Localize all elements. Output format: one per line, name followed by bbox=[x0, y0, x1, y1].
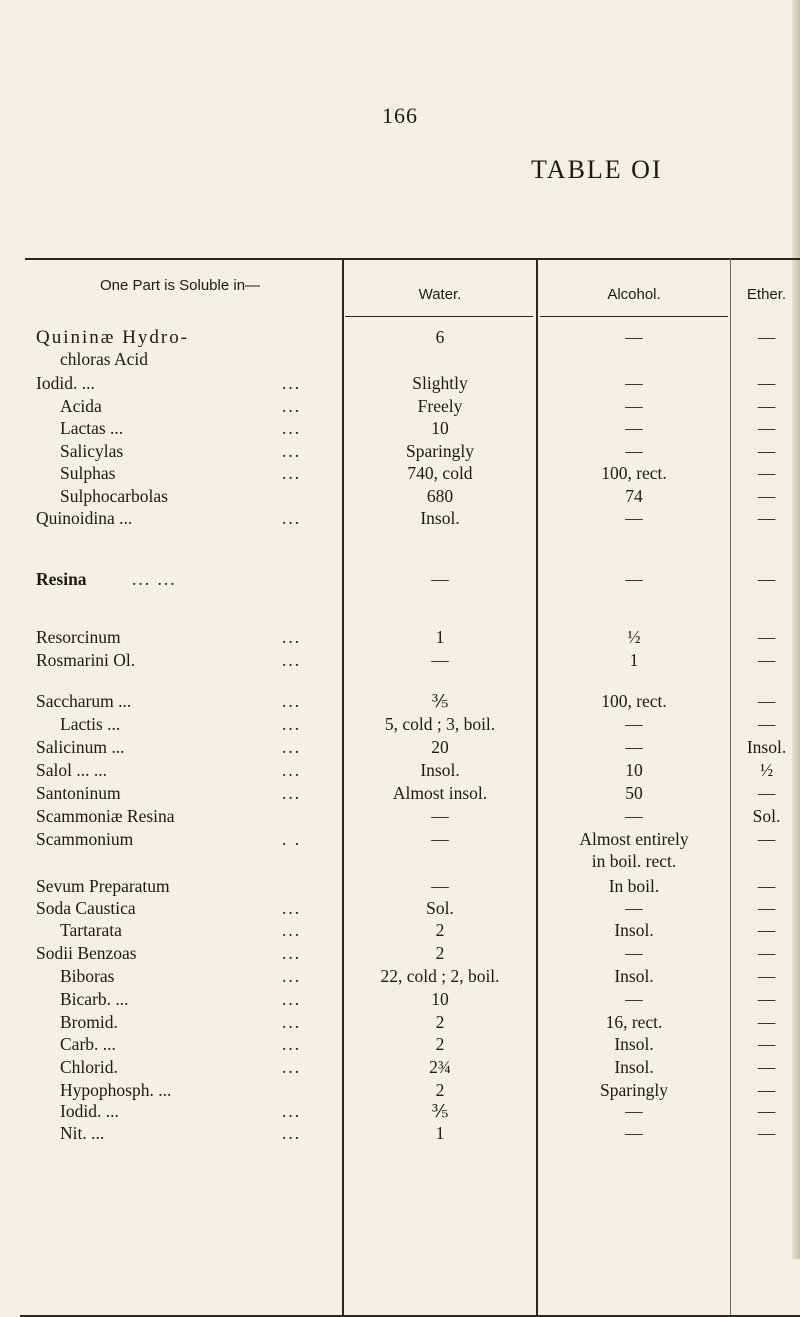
leader-dots: ... bbox=[282, 783, 302, 803]
leader-dots: ... bbox=[282, 650, 302, 670]
leader-dots: ... bbox=[282, 1123, 302, 1143]
water-value: 2 bbox=[435, 1012, 445, 1032]
ether-value: — bbox=[757, 441, 776, 461]
substance-name: Tartarata bbox=[60, 920, 122, 940]
alcohol-value: Insol. bbox=[614, 920, 654, 940]
water-value: — bbox=[431, 829, 449, 849]
leader-dots: ... bbox=[282, 627, 302, 647]
ether-value: — bbox=[757, 373, 776, 393]
ether-value: — bbox=[757, 1034, 776, 1054]
leader-dots: ... bbox=[282, 714, 302, 734]
ether-value: — bbox=[757, 508, 776, 528]
leader-dots: ... bbox=[282, 920, 302, 940]
alcohol-value: — bbox=[625, 714, 643, 734]
leader-dots: ... bbox=[282, 418, 302, 438]
alcohol-value: Almost entirely bbox=[579, 829, 689, 849]
alcohol-value: — bbox=[625, 737, 643, 757]
substance-name: Carb. ... bbox=[60, 1034, 116, 1054]
substance-name: Quinoidina ... bbox=[36, 508, 133, 528]
table-row bbox=[0, 851, 800, 877]
substance-name: Iodid. ... bbox=[36, 373, 95, 393]
header-underline-water bbox=[345, 316, 533, 317]
ether-value: — bbox=[757, 691, 776, 711]
substance-name: Bicarb. ... bbox=[60, 989, 129, 1009]
water-value: 2 bbox=[435, 1034, 445, 1054]
ether-value: — bbox=[757, 714, 776, 734]
table-title: TABLE OI bbox=[531, 155, 663, 184]
leader-dots: ... bbox=[282, 691, 302, 711]
substance-name: Soda Caustica bbox=[36, 898, 136, 918]
ether-value: — bbox=[757, 1101, 776, 1121]
leader-dots: ... ... bbox=[132, 569, 177, 589]
alcohol-value: Insol. bbox=[614, 1057, 654, 1077]
substance-name: Sulphocarbolas bbox=[60, 486, 168, 506]
ether-value: — bbox=[757, 1080, 776, 1100]
substance-name: Biboras bbox=[60, 966, 115, 986]
ether-value: — bbox=[757, 1012, 776, 1032]
water-value: Insol. bbox=[420, 760, 460, 780]
table-row bbox=[0, 569, 800, 595]
table-row bbox=[0, 349, 800, 375]
leader-dots: ... bbox=[282, 737, 302, 757]
leader-dots: ... bbox=[282, 396, 302, 416]
water-value: Sparingly bbox=[405, 441, 475, 461]
ether-value: — bbox=[757, 569, 776, 589]
leader-dots: ... bbox=[282, 943, 302, 963]
leader-dots: ... bbox=[282, 441, 302, 461]
alcohol-value: — bbox=[625, 1101, 643, 1121]
ether-value: — bbox=[757, 396, 776, 416]
substance-name: Sevum Preparatum bbox=[36, 876, 170, 896]
ether-value: — bbox=[757, 966, 776, 986]
substance-name: Bromid. bbox=[60, 1012, 118, 1032]
alcohol-value: 50 bbox=[625, 783, 643, 803]
leader-dots: ... bbox=[282, 966, 302, 986]
substance-name: Sodii Benzoas bbox=[36, 943, 137, 963]
substance-name: Resorcinum bbox=[36, 627, 121, 647]
substance-name: Acida bbox=[60, 396, 102, 416]
water-value: ⅗ bbox=[431, 1101, 449, 1121]
substance-name: Salicinum ... bbox=[36, 737, 125, 757]
water-value: — bbox=[431, 650, 449, 670]
alcohol-value: Insol. bbox=[614, 1034, 654, 1054]
alcohol-value: ½ bbox=[627, 627, 641, 647]
water-value: 10 bbox=[431, 989, 449, 1009]
water-value: Freely bbox=[417, 396, 463, 416]
leader-dots: ... bbox=[282, 508, 302, 528]
water-value: 10 bbox=[431, 418, 449, 438]
alcohol-value: 100, rect. bbox=[601, 463, 667, 483]
header-underline-alcohol bbox=[540, 316, 728, 317]
alcohol-value: — bbox=[625, 943, 643, 963]
ether-value: — bbox=[757, 1123, 776, 1143]
water-value: — bbox=[431, 806, 449, 826]
water-value: 22, cold ; 2, boil. bbox=[380, 966, 500, 986]
ether-value: — bbox=[757, 943, 776, 963]
water-value: 2¾ bbox=[429, 1057, 451, 1077]
substance-name: chloras Acid bbox=[60, 349, 148, 369]
substance-name: Quininæ Hydro- bbox=[36, 327, 190, 348]
leader-dots: ... bbox=[282, 1101, 302, 1121]
leader-dots: ... bbox=[282, 373, 302, 393]
header-alcohol: Alcohol. bbox=[607, 286, 661, 303]
ether-value: — bbox=[757, 418, 776, 438]
ether-value: — bbox=[757, 486, 776, 506]
substance-name: Iodid. ... bbox=[60, 1101, 119, 1121]
leader-dots: . . bbox=[282, 829, 302, 849]
alcohol-value: 1 bbox=[629, 650, 639, 670]
water-value: ⅗ bbox=[431, 691, 449, 711]
alcohol-value: — bbox=[625, 418, 643, 438]
ether-value: — bbox=[757, 1057, 776, 1077]
alcohol-value: — bbox=[625, 441, 643, 461]
header-ether: Ether. bbox=[746, 286, 787, 303]
water-value: 2 bbox=[435, 920, 445, 940]
water-value: 1 bbox=[435, 627, 445, 647]
water-value: 740, cold bbox=[407, 463, 473, 483]
table-row bbox=[0, 508, 800, 534]
alcohol-value: Sparingly bbox=[599, 1080, 669, 1100]
water-value: — bbox=[431, 569, 449, 589]
alcohol-value: — bbox=[625, 508, 643, 528]
substance-name: Salicylas bbox=[60, 441, 124, 461]
alcohol-value: in boil. rect. bbox=[591, 851, 677, 871]
water-value: 2 bbox=[435, 943, 445, 963]
table-row bbox=[0, 1123, 800, 1149]
ether-value: — bbox=[757, 627, 776, 647]
substance-name: Scammoniæ Resina bbox=[36, 806, 175, 826]
alcohol-value: — bbox=[625, 898, 643, 918]
substance-name: Lactis ... bbox=[60, 714, 121, 734]
substance-name: Lactas ... bbox=[60, 418, 124, 438]
water-value: Insol. bbox=[420, 508, 460, 528]
water-value: Almost insol. bbox=[392, 783, 488, 803]
water-value: 2 bbox=[435, 1080, 445, 1100]
table-bottom-rule bbox=[20, 1315, 800, 1317]
substance-name: Chlorid. bbox=[60, 1057, 118, 1077]
page-number: 166 bbox=[382, 103, 418, 128]
ether-value: — bbox=[757, 829, 776, 849]
alcohol-value: 74 bbox=[625, 486, 643, 506]
leader-dots: ... bbox=[282, 1057, 302, 1077]
ether-value: — bbox=[757, 920, 776, 940]
substance-name: Resina bbox=[36, 569, 87, 589]
ether-value: — bbox=[757, 898, 776, 918]
ether-value: — bbox=[757, 463, 776, 483]
table-top-rule bbox=[25, 258, 800, 260]
ether-value: ½ bbox=[759, 760, 774, 780]
substance-name: Sulphas bbox=[60, 463, 116, 483]
ether-value: — bbox=[757, 876, 776, 896]
alcohol-value: — bbox=[625, 989, 643, 1009]
alcohol-value: 100, rect. bbox=[601, 691, 667, 711]
substance-name: Hypophosph. ... bbox=[60, 1080, 172, 1100]
alcohol-value: — bbox=[625, 569, 643, 589]
water-value: — bbox=[431, 876, 449, 896]
table-row bbox=[0, 650, 800, 676]
substance-name: Nit. ... bbox=[60, 1123, 105, 1143]
water-value: 6 bbox=[435, 327, 445, 347]
substance-name: Scammonium bbox=[36, 829, 134, 849]
alcohol-value: 16, rect. bbox=[605, 1012, 663, 1032]
leader-dots: ... bbox=[282, 1034, 302, 1054]
ether-value: Sol. bbox=[752, 806, 781, 826]
alcohol-value: — bbox=[625, 1123, 643, 1143]
ether-value: Insol. bbox=[746, 737, 787, 757]
alcohol-value: In boil. bbox=[608, 876, 660, 896]
leader-dots: ... bbox=[282, 898, 302, 918]
alcohol-value: — bbox=[625, 806, 643, 826]
header-part: One Part is Soluble in— bbox=[99, 277, 261, 294]
alcohol-value: Insol. bbox=[614, 966, 654, 986]
leader-dots: ... bbox=[282, 760, 302, 780]
alcohol-value: 10 bbox=[625, 760, 643, 780]
ether-value: — bbox=[757, 327, 776, 347]
water-value: 1 bbox=[435, 1123, 445, 1143]
water-value: 20 bbox=[431, 737, 449, 757]
water-value: Sol. bbox=[426, 898, 454, 918]
substance-name: Saccharum ... bbox=[36, 691, 132, 711]
ether-value: — bbox=[757, 650, 776, 670]
ether-value: — bbox=[757, 783, 776, 803]
water-value: 5, cold ; 3, boil. bbox=[384, 714, 496, 734]
leader-dots: ... bbox=[282, 989, 302, 1009]
water-value: 680 bbox=[426, 486, 454, 506]
leader-dots: ... bbox=[282, 463, 302, 483]
substance-name: Rosmarini Ol. bbox=[36, 650, 136, 670]
alcohol-value: — bbox=[625, 373, 643, 393]
alcohol-value: — bbox=[625, 327, 643, 347]
alcohol-value: — bbox=[625, 396, 643, 416]
water-value: Slightly bbox=[412, 373, 468, 393]
ether-value: — bbox=[757, 989, 776, 1009]
leader-dots: ... bbox=[282, 1012, 302, 1032]
substance-name: Santoninum bbox=[36, 783, 121, 803]
substance-name: Salol ... ... bbox=[36, 760, 107, 780]
header-water: Water. bbox=[418, 286, 462, 303]
